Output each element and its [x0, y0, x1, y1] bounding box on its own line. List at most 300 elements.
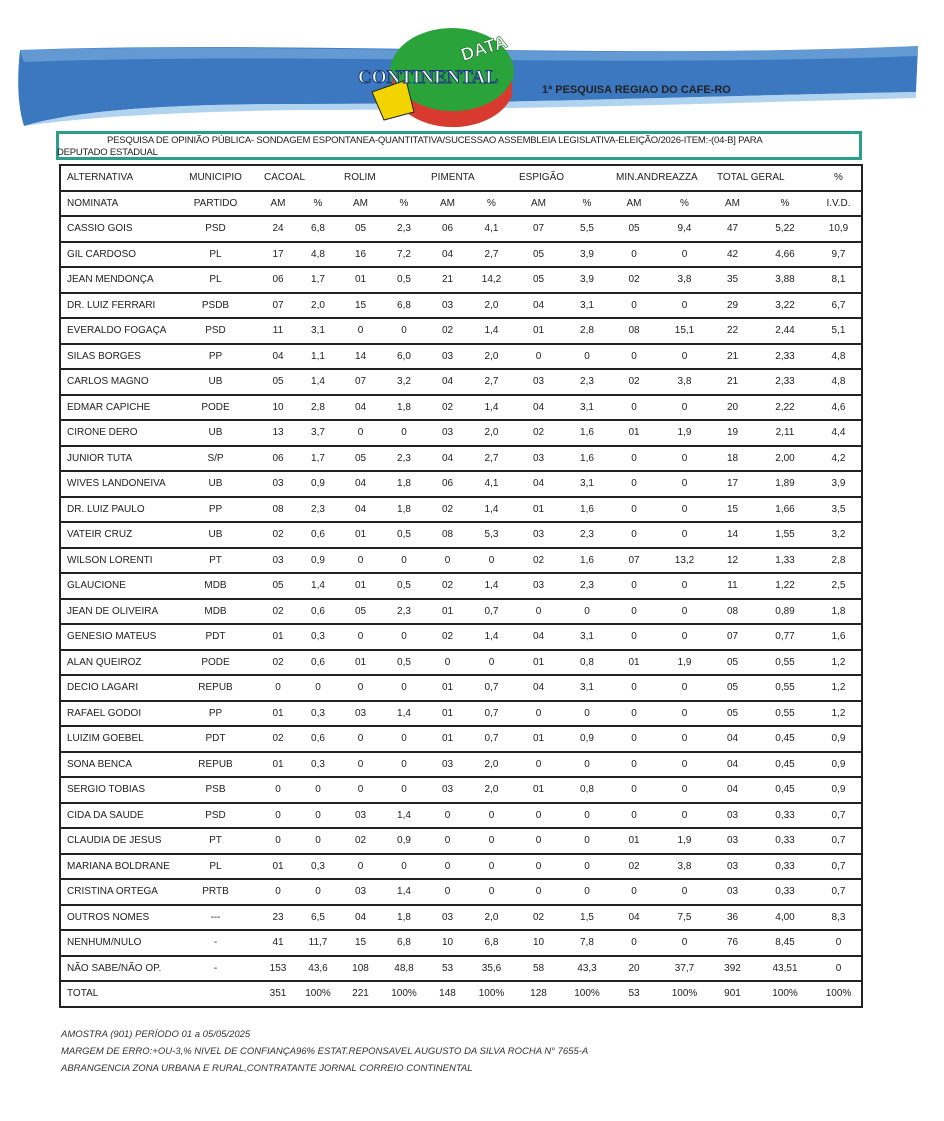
total-row — [60, 981, 862, 1007]
cell: GENESIO MATEUS — [60, 624, 173, 650]
cell: 02 — [425, 573, 470, 599]
cell: 0,5 — [383, 267, 425, 293]
table-row — [60, 267, 862, 293]
table-row — [60, 650, 862, 676]
cell: 2,3 — [383, 216, 425, 242]
cell: 7,5 — [658, 905, 711, 931]
cell: 4,2 — [816, 446, 862, 472]
cell: 2,00 — [754, 446, 816, 472]
cell: 4,00 — [754, 905, 816, 931]
footer-margin: MARGEM DE ERRO:+OU-3,% NIVEL DE CONFIANÇA96% ESTAT.REPONSAVEL AUGUSTO DA SILVA ROCHA N° 7655-A — [61, 1046, 589, 1057]
table-row — [60, 599, 862, 625]
cell: 03 — [338, 879, 383, 905]
cell: 128 — [513, 981, 564, 1007]
cell: PARTIDO — [173, 191, 258, 217]
cell: 0,33 — [754, 828, 816, 854]
cell: NOMINATA — [60, 191, 173, 217]
cell: 05 — [513, 267, 564, 293]
cell: 02 — [610, 369, 658, 395]
cell: 0 — [513, 701, 564, 727]
cell: 08 — [425, 522, 470, 548]
header-banner — [0, 0, 944, 130]
cell: 03 — [338, 701, 383, 727]
cell: 0,6 — [298, 650, 338, 676]
table-row — [60, 548, 862, 574]
cell: 351 — [258, 981, 298, 1007]
cell: 0,9 — [564, 726, 610, 752]
cell: 04 — [513, 395, 564, 421]
cell: 20 — [610, 956, 658, 982]
table-row — [60, 803, 862, 829]
cell: PODE — [173, 650, 258, 676]
cell: 03 — [711, 879, 754, 905]
cell: UB — [173, 471, 258, 497]
results-table — [59, 164, 863, 1008]
cell: 0 — [338, 854, 383, 880]
cell: 1,1 — [298, 344, 338, 370]
cell: 0 — [610, 777, 658, 803]
cell: 3,2 — [383, 369, 425, 395]
cell: 0 — [610, 675, 658, 701]
cell: 0 — [610, 293, 658, 319]
cell: 1,89 — [754, 471, 816, 497]
cell: 41 — [258, 930, 298, 956]
cell: 1,6 — [564, 548, 610, 574]
cell: 2,0 — [470, 752, 513, 778]
cell: 0,7 — [816, 854, 862, 880]
cell: 3,9 — [816, 471, 862, 497]
cell: 0 — [610, 752, 658, 778]
cell: 1,66 — [754, 497, 816, 523]
cell: 04 — [711, 777, 754, 803]
cell: 35 — [711, 267, 754, 293]
cell: 05 — [258, 369, 298, 395]
cell: 01 — [513, 777, 564, 803]
cell: 21 — [711, 344, 754, 370]
cell: 0 — [658, 573, 711, 599]
cell: MIN.ANDREAZZA — [610, 165, 658, 191]
cell: 1,9 — [658, 420, 711, 446]
cell: 0 — [338, 548, 383, 574]
cell: 2,8 — [564, 318, 610, 344]
cell: 0 — [610, 395, 658, 421]
cell: 2,3 — [564, 369, 610, 395]
cell: 6,5 — [298, 905, 338, 931]
cell: 0 — [610, 497, 658, 523]
cell: 20 — [711, 395, 754, 421]
cell: 03 — [513, 446, 564, 472]
cell: 1,55 — [754, 522, 816, 548]
cell: 3,8 — [658, 267, 711, 293]
cell: 6,8 — [383, 930, 425, 956]
cell: 0,3 — [298, 854, 338, 880]
cell: 3,22 — [754, 293, 816, 319]
cell: 100% — [298, 981, 338, 1007]
cell: 0 — [298, 675, 338, 701]
cell: 0 — [658, 599, 711, 625]
cell: NÃO SABE/NÃO OP. — [60, 956, 173, 982]
footer-notes — [61, 1026, 588, 1077]
cell: 15 — [338, 930, 383, 956]
cell — [173, 981, 258, 1007]
cell: 0 — [658, 777, 711, 803]
cell: 1,2 — [816, 675, 862, 701]
cell: 0 — [470, 828, 513, 854]
table-row — [60, 777, 862, 803]
cell: 47 — [711, 216, 754, 242]
table-row — [60, 318, 862, 344]
cell: % — [658, 191, 711, 217]
cell: 05 — [258, 573, 298, 599]
cell: OUTROS NOMES — [60, 905, 173, 931]
cell: 0 — [298, 879, 338, 905]
cell: 0 — [564, 879, 610, 905]
cell: 01 — [338, 267, 383, 293]
cell: 0 — [610, 930, 658, 956]
cell: 0 — [610, 573, 658, 599]
cell: 1,4 — [470, 624, 513, 650]
cell: 02 — [258, 726, 298, 752]
cell: 1,8 — [383, 497, 425, 523]
cell: % — [754, 191, 816, 217]
cell: PSD — [173, 318, 258, 344]
cell: 0 — [470, 548, 513, 574]
cell: 3,5 — [816, 497, 862, 523]
cell: 0 — [258, 675, 298, 701]
cell: 100% — [754, 981, 816, 1007]
cell: 0,55 — [754, 650, 816, 676]
cell: 0 — [298, 777, 338, 803]
cell: 0 — [258, 777, 298, 803]
cell: 9,7 — [816, 242, 862, 268]
cell: --- — [173, 905, 258, 931]
cell: 05 — [711, 675, 754, 701]
cell: 6,8 — [298, 216, 338, 242]
cell: 3,1 — [564, 471, 610, 497]
cell: 2,3 — [383, 599, 425, 625]
cell: 19 — [711, 420, 754, 446]
cell: 8,45 — [754, 930, 816, 956]
cell: 1,2 — [816, 650, 862, 676]
cell: 1,8 — [816, 599, 862, 625]
cell: 2,8 — [298, 395, 338, 421]
table-row — [60, 471, 862, 497]
cell: CARLOS MAGNO — [60, 369, 173, 395]
cell: 02 — [425, 318, 470, 344]
cell: 05 — [338, 216, 383, 242]
cell: PL — [173, 854, 258, 880]
cell: 01 — [513, 650, 564, 676]
cell: PP — [173, 497, 258, 523]
cell: JEAN MENDONÇA — [60, 267, 173, 293]
cell: JUNIOR TUTA — [60, 446, 173, 472]
cell: 1,7 — [298, 446, 338, 472]
cell: 1,4 — [383, 879, 425, 905]
cell: 0,9 — [816, 726, 862, 752]
cell: 100% — [383, 981, 425, 1007]
cell: 04 — [711, 726, 754, 752]
cell: 16 — [338, 242, 383, 268]
cell: MDB — [173, 599, 258, 625]
table-row — [60, 344, 862, 370]
cell: 10 — [425, 930, 470, 956]
cell: 0 — [564, 803, 610, 829]
table-row — [60, 522, 862, 548]
cell: 17 — [258, 242, 298, 268]
cell: 02 — [425, 497, 470, 523]
cell: 05 — [711, 701, 754, 727]
cell: 15 — [711, 497, 754, 523]
cell: PSD — [173, 216, 258, 242]
cell: 0 — [425, 854, 470, 880]
cell: 3,88 — [754, 267, 816, 293]
cell: 0,89 — [754, 599, 816, 625]
table-row — [60, 726, 862, 752]
cell: 0 — [564, 752, 610, 778]
table-row — [60, 369, 862, 395]
cell: 1,9 — [658, 828, 711, 854]
cell: 0 — [564, 599, 610, 625]
cell: 100% — [658, 981, 711, 1007]
table-row — [60, 905, 862, 931]
cell: 6,8 — [383, 293, 425, 319]
cell: 02 — [610, 267, 658, 293]
cell: 0 — [470, 650, 513, 676]
cell: 0,9 — [298, 548, 338, 574]
cell: 0 — [513, 803, 564, 829]
cell: 2,3 — [564, 573, 610, 599]
cell: 0 — [383, 777, 425, 803]
cell: 0,8 — [564, 650, 610, 676]
cell: 0 — [610, 726, 658, 752]
cell: 0,45 — [754, 726, 816, 752]
cell: 01 — [610, 420, 658, 446]
cell: 0 — [658, 446, 711, 472]
cell: 03 — [425, 905, 470, 931]
cell: 0,7 — [470, 599, 513, 625]
cell: 4,6 — [816, 395, 862, 421]
cell: 12 — [711, 548, 754, 574]
cell: 0 — [610, 624, 658, 650]
cell: SILAS BORGES — [60, 344, 173, 370]
cell: PIMENTA — [425, 165, 470, 191]
cell: 0 — [298, 828, 338, 854]
cell: 15,1 — [658, 318, 711, 344]
cell: 4,8 — [298, 242, 338, 268]
cell: 03 — [338, 803, 383, 829]
cell: 0 — [610, 446, 658, 472]
cell: 0 — [658, 471, 711, 497]
cell: 0 — [658, 879, 711, 905]
cell: 0 — [513, 599, 564, 625]
cell: 0 — [816, 930, 862, 956]
cell: 0,7 — [470, 675, 513, 701]
cell: 0 — [258, 803, 298, 829]
cell: PDT — [173, 624, 258, 650]
cell: 03 — [711, 803, 754, 829]
cell: 2,5 — [816, 573, 862, 599]
cell: 1,6 — [564, 497, 610, 523]
cell: PDT — [173, 726, 258, 752]
table-row — [60, 624, 862, 650]
cell — [470, 165, 513, 191]
cell: 03 — [513, 573, 564, 599]
cell: 03 — [258, 548, 298, 574]
cell: 0 — [658, 395, 711, 421]
cell: ALTERNATIVA — [60, 165, 173, 191]
cell: PRTB — [173, 879, 258, 905]
cell: 01 — [610, 828, 658, 854]
cell: 0 — [658, 344, 711, 370]
cell: 03 — [711, 854, 754, 880]
cell: 1,5 — [564, 905, 610, 931]
cell: 2,22 — [754, 395, 816, 421]
cell: 0 — [425, 828, 470, 854]
cell: 0 — [258, 828, 298, 854]
cell: 08 — [258, 497, 298, 523]
cell: 0 — [610, 471, 658, 497]
subtitle: 1ª PESQUISA REGIAO DO CAFE-RO — [542, 84, 731, 96]
cell: 15 — [338, 293, 383, 319]
cell: 1,7 — [298, 267, 338, 293]
cell: JEAN DE OLIVEIRA — [60, 599, 173, 625]
cell: 5,5 — [564, 216, 610, 242]
cell: 3,2 — [816, 522, 862, 548]
header-row-columns — [60, 191, 862, 217]
cell: 0 — [338, 624, 383, 650]
cell: 0 — [338, 752, 383, 778]
cell — [383, 165, 425, 191]
cell: SERGIO TOBIAS — [60, 777, 173, 803]
cell: 02 — [513, 905, 564, 931]
cell: 0 — [610, 803, 658, 829]
table-row — [60, 675, 862, 701]
cell: 2,33 — [754, 369, 816, 395]
cell: 0,6 — [298, 726, 338, 752]
cell: 0 — [425, 548, 470, 574]
cell: 4,8 — [816, 344, 862, 370]
cell: PT — [173, 548, 258, 574]
cell: 0 — [513, 854, 564, 880]
survey-title-line1: PESQUISA DE OPINIÃO PÚBLICA- SONDAGEM ESPONTANEA-QUANTITATIVA/SUCESSAO ASSEMBLEIA LEGISLATIVA-ELEIÇÃO/2026-ITEM:-(04-B] PARA — [107, 135, 763, 146]
cell: 5,22 — [754, 216, 816, 242]
cell: GLAUCIONE — [60, 573, 173, 599]
cell: 3,1 — [564, 395, 610, 421]
cell: REPUB — [173, 752, 258, 778]
cell: DR. LUIZ FERRARI — [60, 293, 173, 319]
cell: GIL CARDOSO — [60, 242, 173, 268]
cell: 1,4 — [470, 318, 513, 344]
cell: S/P — [173, 446, 258, 472]
cell: 01 — [258, 854, 298, 880]
cell: 05 — [338, 446, 383, 472]
cell: 0,3 — [298, 752, 338, 778]
table-row — [60, 854, 862, 880]
cell: 10,9 — [816, 216, 862, 242]
cell: 04 — [425, 242, 470, 268]
cell: 0 — [658, 624, 711, 650]
cell: 02 — [258, 650, 298, 676]
cell: 0 — [338, 420, 383, 446]
cell: 10 — [513, 930, 564, 956]
cell — [564, 165, 610, 191]
cell: 2,7 — [470, 446, 513, 472]
cell: CRISTINA ORTEGA — [60, 879, 173, 905]
cell: 03 — [425, 420, 470, 446]
cell: 0 — [610, 522, 658, 548]
table-row — [60, 420, 862, 446]
cell: 0,33 — [754, 879, 816, 905]
table-row — [60, 956, 862, 982]
cell: 05 — [338, 599, 383, 625]
cell: 06 — [258, 446, 298, 472]
cell: 02 — [610, 854, 658, 880]
cell: 100% — [816, 981, 862, 1007]
cell: 53 — [425, 956, 470, 982]
cell: 03 — [425, 344, 470, 370]
cell: 3,9 — [564, 242, 610, 268]
cell: 0 — [658, 930, 711, 956]
cell: 08 — [610, 318, 658, 344]
cell: 0 — [564, 701, 610, 727]
cell: 6,7 — [816, 293, 862, 319]
cell: 2,44 — [754, 318, 816, 344]
cell: 08 — [711, 599, 754, 625]
cell: 0 — [564, 854, 610, 880]
cell: 01 — [513, 497, 564, 523]
cell: 07 — [513, 216, 564, 242]
cell: 1,8 — [383, 471, 425, 497]
table-row — [60, 930, 862, 956]
cell: % — [564, 191, 610, 217]
cell: 0 — [470, 879, 513, 905]
cell: 4,1 — [470, 471, 513, 497]
cell: 0 — [425, 650, 470, 676]
cell: SONA BENCA — [60, 752, 173, 778]
cell: 04 — [513, 471, 564, 497]
cell: 03 — [711, 828, 754, 854]
cell: 36 — [711, 905, 754, 931]
cell: CLAUDIA DE JESUS — [60, 828, 173, 854]
cell: 3,8 — [658, 369, 711, 395]
cell: 01 — [513, 318, 564, 344]
cell: 1,6 — [564, 446, 610, 472]
cell: I.V.D. — [816, 191, 862, 217]
cell: PODE — [173, 395, 258, 421]
cell: 1,2 — [816, 701, 862, 727]
cell: 0 — [513, 752, 564, 778]
cell: 04 — [258, 344, 298, 370]
cell: 06 — [258, 267, 298, 293]
cell: 0 — [383, 624, 425, 650]
cell: 0 — [658, 803, 711, 829]
cell: UB — [173, 420, 258, 446]
cell: 04 — [338, 905, 383, 931]
cell: 3,7 — [298, 420, 338, 446]
cell: 0,6 — [298, 599, 338, 625]
cell: 01 — [425, 726, 470, 752]
cell: 0 — [383, 726, 425, 752]
cell: 14 — [711, 522, 754, 548]
cell: 1,9 — [658, 650, 711, 676]
cell: 0,9 — [816, 752, 862, 778]
cell: 0,3 — [298, 701, 338, 727]
cell: 2,3 — [564, 522, 610, 548]
cell: MARIANA BOLDRANE — [60, 854, 173, 880]
cell: 1,8 — [383, 395, 425, 421]
cell: 0,33 — [754, 803, 816, 829]
cell: LUIZIM GOEBEL — [60, 726, 173, 752]
